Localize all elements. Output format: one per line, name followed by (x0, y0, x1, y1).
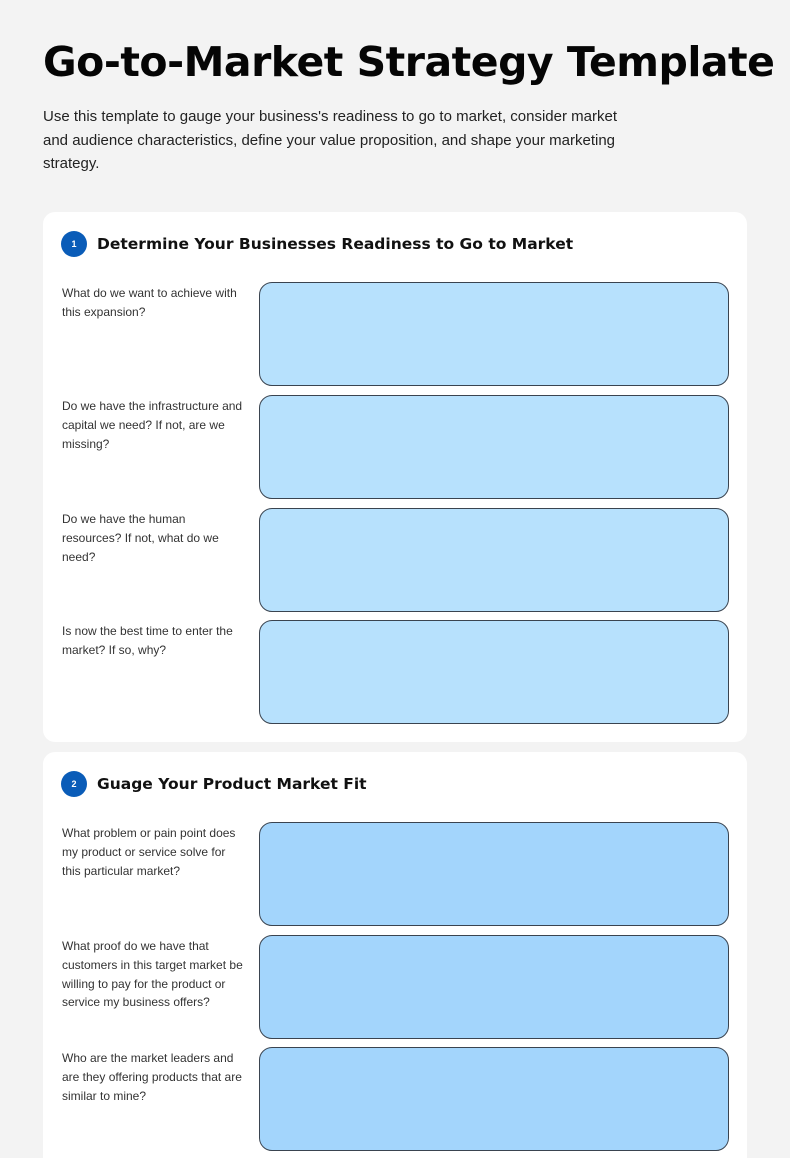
question-label: Is now the best time to enter the market? If so, why? (62, 624, 233, 657)
question-row (43, 282, 747, 386)
section-header (61, 231, 573, 257)
step-number-badge: 2 (61, 771, 87, 797)
answer-field[interactable] (259, 508, 729, 612)
question-label: What proof do we have that customers in this target market be willing to pay for the product or service my business offers? (62, 939, 243, 1010)
answer-field[interactable] (259, 395, 729, 499)
answer-field[interactable] (259, 822, 729, 926)
question-label: Do we have the infrastructure and capital we need? If not, are we missing? (62, 399, 243, 451)
question-row (43, 822, 747, 926)
question-label: What do we want to achieve with this expansion? (62, 286, 237, 319)
section-product-market-fit (43, 752, 747, 1158)
answer-field[interactable] (259, 1047, 729, 1151)
section-readiness (43, 212, 747, 742)
section-title: Determine Your Businesses Readiness to Go to Market (97, 235, 574, 253)
section-title: Guage Your Product Market Fit (97, 775, 367, 793)
section-header (61, 771, 367, 797)
page-title: Go-to-Market Strategy Template (43, 38, 775, 86)
question-row (43, 620, 747, 724)
question-label: What problem or pain point does my product or service solve for this particular market? (62, 826, 236, 878)
question-row (43, 395, 747, 499)
answer-field[interactable] (259, 620, 729, 724)
answer-field[interactable] (259, 935, 729, 1039)
question-label: Who are the market leaders and are they offering products that are similar to mine? (62, 1051, 242, 1103)
intro-text: Use this template to gauge your business's readiness to go to market, consider market and audience characteristics, define your value proposition, and shape your marketing strategy. (43, 108, 617, 172)
answer-field[interactable] (259, 282, 729, 386)
question-row (43, 935, 747, 1039)
step-number-badge: 1 (61, 231, 87, 257)
question-row (43, 508, 747, 612)
question-label: Do we have the human resources? If not, what do we need? (62, 512, 219, 564)
question-row (43, 1047, 747, 1151)
